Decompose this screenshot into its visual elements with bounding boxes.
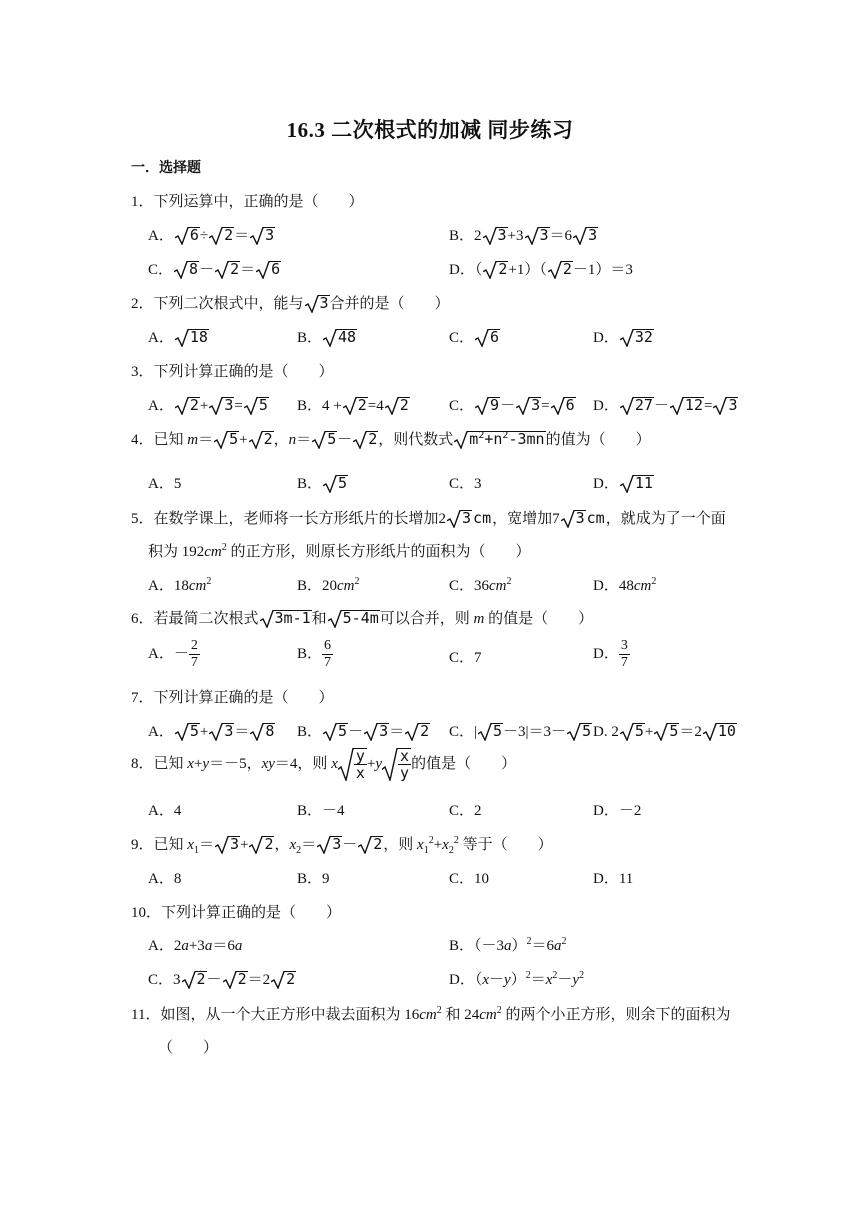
question-3-option-c: C． 9－ 3= 6: [449, 396, 575, 414]
section-heading: 一．选择题: [131, 161, 201, 176]
question-7-option-c: C．| 5－3|＝3－ 5: [449, 722, 592, 740]
question-10-option-a: A．2a+3a＝6a: [148, 938, 243, 954]
question-7-option-a: A． 5+ 3＝ 8: [148, 722, 275, 740]
question-5-option-c: C．$36cm^2$: [449, 576, 512, 594]
question-8-option-d: D．－2: [593, 803, 642, 819]
page-title: 16.3 二次根式的加减 同步练习: [286, 118, 574, 142]
question-3-stem: 3．下列计算正确的是（ ）: [131, 364, 334, 380]
question-9-option-d: D．11: [593, 871, 634, 887]
question-3-option-b: B．4 + 2=4 2: [297, 396, 409, 414]
question-2-option-b: B． 48: [297, 328, 357, 346]
question-2-option-a: A． 18: [148, 328, 208, 346]
question-1-option-b: B．2 3+3 3＝6 3: [449, 226, 598, 244]
question-5-option-d: D．$48cm^2$: [593, 576, 657, 594]
question-7-option-d: D. 2 5+ 5＝2 10: [593, 722, 736, 740]
question-8-option-c: C．2: [449, 803, 482, 819]
question-2-stem: 2．下列二次根式中，能与 3合并的是（ ）: [131, 294, 450, 312]
question-10-option-b: B．$(-3a)^2=6a^2$: [449, 936, 567, 954]
question-2-option-d: D． 32: [593, 328, 653, 346]
question-5-option-b: B．$20cm^2$: [297, 576, 360, 594]
question-8-option-a: A．4: [148, 803, 182, 819]
question-6-option-c: C．7: [449, 650, 482, 666]
question-5-stem-line-2: 积为 $192cm^2$ 的正方形，则原长方形纸片的面积为（ ）: [148, 542, 531, 560]
question-1-option-c: C． 8－ 2＝ 6: [148, 260, 281, 278]
question-7-stem: 7．下列计算正确的是（ ）: [131, 690, 334, 706]
question-9-option-c: C．10: [449, 871, 490, 887]
question-4-option-c: C．3: [449, 476, 482, 492]
question-6-stem: 6．若最简二次根式 3m-1和 5-4m可以合并，则 m 的值是（ ）: [131, 609, 594, 627]
question-6-option-a: A．－ $\frac{2}{7}$: [148, 638, 198, 670]
question-9-option-b: B．9: [297, 871, 330, 887]
question-2-option-c: C． 6: [449, 328, 500, 346]
question-10-stem: 10．下列计算正确的是（ ）: [131, 905, 342, 921]
question-10-option-d: D．$(x-y)^2=x^2-y^2$: [449, 970, 585, 988]
question-6-option-b: B． $\frac{6}{7}$: [297, 638, 332, 670]
question-4-option-b: B． 5: [297, 474, 348, 492]
question-1-option-d: D．（ 2+1）（ 2－1）＝3: [449, 260, 633, 278]
question-9-option-a: A．8: [148, 871, 182, 887]
question-8-option-b: B．－4: [297, 803, 345, 819]
question-1-option-a: A． 6÷ 2＝ 3: [148, 226, 275, 244]
question-5-option-a: A．$18cm^2$: [148, 576, 212, 594]
question-3-option-a: A． 2+ 3= 5: [148, 396, 268, 414]
question-9-stem: 9．已知 $x_1= 3+ 2$，$x_2= 3- 2$，则 $x_1^2+x_2^2$ 等于（ ）: [131, 835, 553, 856]
question-11-stem-line-2: （ ）: [158, 1040, 219, 1056]
question-4-option-a: A．5: [148, 476, 182, 492]
question-4-option-d: D． 11: [593, 474, 653, 492]
question-4-stem: 4．已知 m＝ 5+ 2，n＝ 5－ 2，则代数式 $m^2+n^2-3mn$的值为（ ）: [131, 430, 651, 448]
question-11-stem-line-1: 11．如图，从一个大正方形中裁去面积为 $16cm^2$ 和 $24cm^2$ 的两个小正方形，则余下的面积为: [131, 1005, 731, 1023]
question-5-stem-line-1: 5．在数学课上，老师将一长方形纸片的长增加2 3 cm，宽增加7 3 cm，就成为了一个面: [131, 509, 726, 527]
question-3-option-d: D． 27－ 12= 3: [593, 396, 738, 414]
question-10-option-c: C．3 2－ 2＝2 2: [148, 970, 296, 988]
question-1-stem: 1．下列运算中，正确的是（ ）: [131, 194, 364, 210]
question-8-stem: 8．已知 x+y＝－5，xy＝4，则 x $\frac{y}{x}$ +y $\frac{x}{y}$ 的值是（ ）: [131, 747, 517, 782]
question-6-option-d: D． $\frac{3}{7}$: [593, 638, 628, 670]
question-7-option-b: B． 5－ 3＝ 2: [297, 722, 430, 740]
